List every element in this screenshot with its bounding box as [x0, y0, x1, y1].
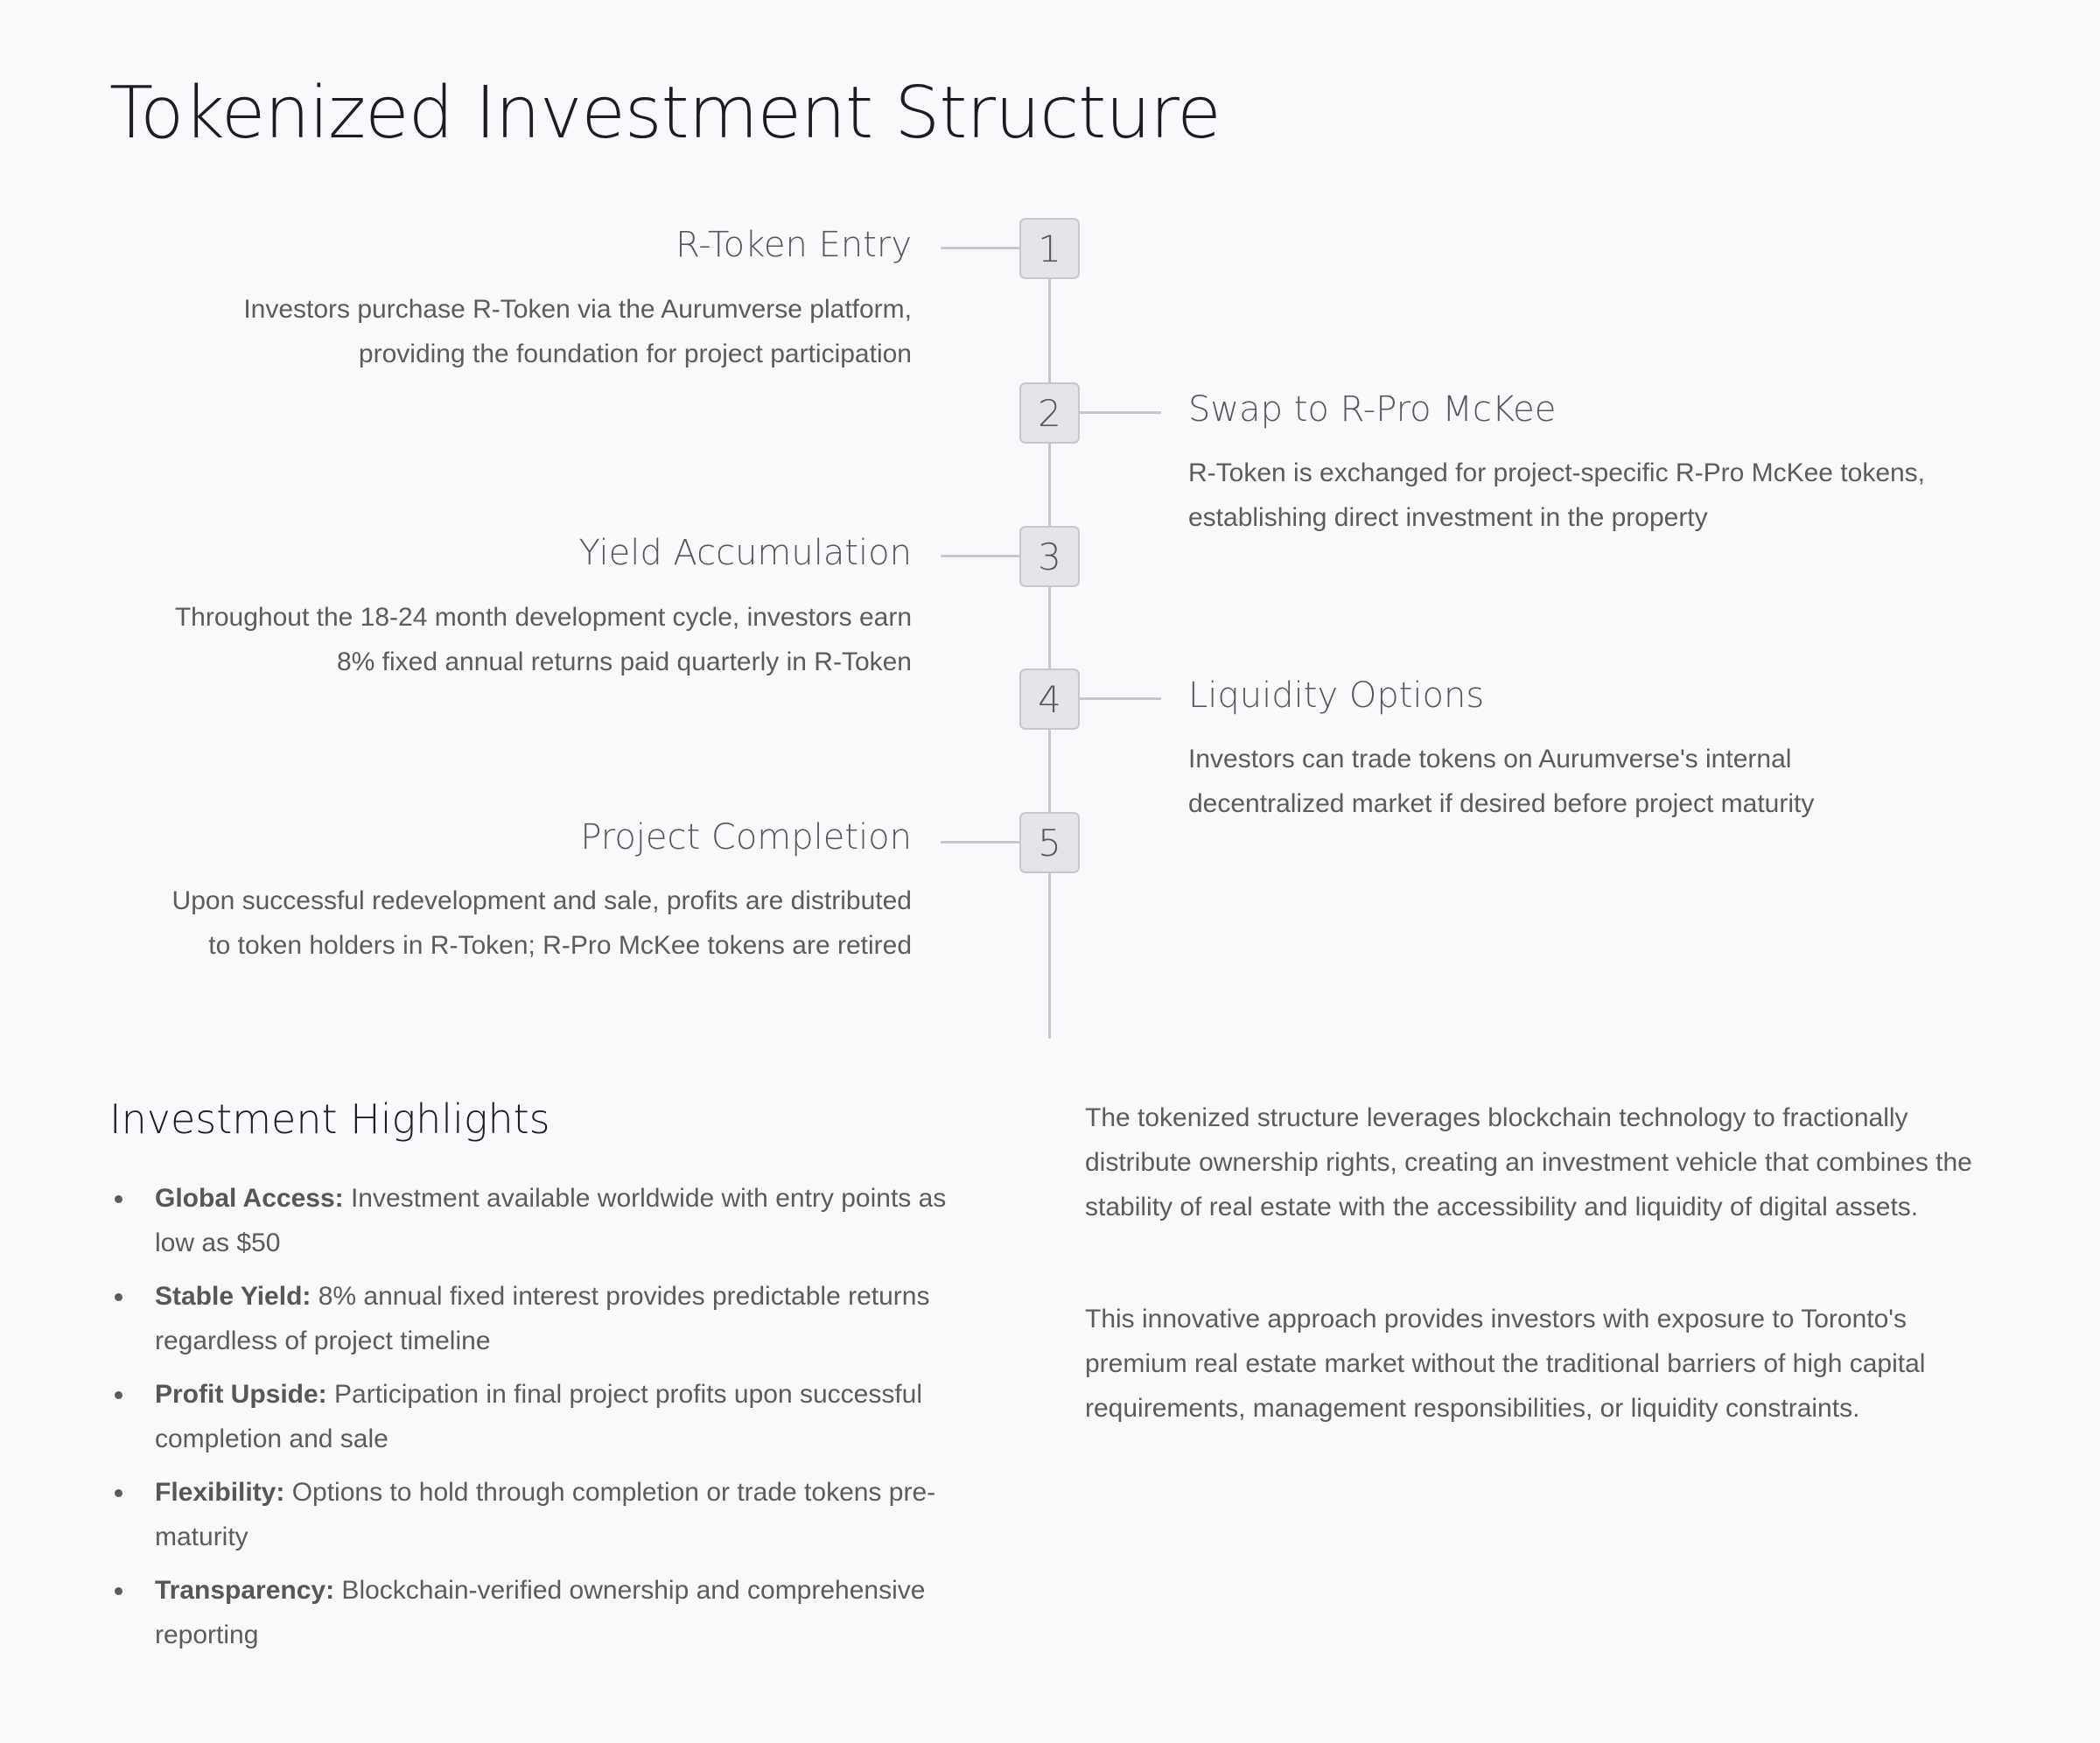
step-3-connector: [941, 555, 1021, 557]
step-1-connector: [941, 247, 1021, 249]
highlight-global-access: [109, 1176, 984, 1265]
step-1-desc-line1: Investors purchase R-Token via the Aurumverse platform,: [243, 295, 912, 324]
step-5-desc-line1: Upon successful redevelopment and sale, profits are distributed: [172, 886, 912, 915]
highlight-text: Blockchain-verified ownership and comprehensive reporting: [155, 1576, 926, 1649]
step-3-title: Yield Accumulation: [578, 533, 912, 573]
step-5-desc-line2: to token holders in R-Token; R-Pro McKee tokens are retired: [208, 931, 912, 960]
step-4-connector: [1078, 697, 1161, 700]
highlight-text: Investment available worldwide with entry points as low as $50: [155, 1184, 947, 1257]
step-2-title: Swap to R-Pro McKee: [1188, 389, 1557, 430]
page-title: Tokenized Investment Structure: [109, 72, 1221, 155]
step-3-number-badge: 3: [1019, 526, 1080, 587]
highlight-flexibility: [109, 1470, 984, 1559]
step-2-desc-line1: R-Token is exchanged for project-specific R-Pro McKee tokens,: [1188, 458, 1926, 487]
highlight-text: Options to hold through completion or trade tokens pre-maturity: [155, 1478, 936, 1551]
step-4-number-badge: 4: [1019, 668, 1080, 730]
timeline-axis: [1048, 219, 1051, 1039]
highlight-label: Flexibility:: [155, 1478, 285, 1507]
step-4-desc-line1: Investors can trade tokens on Aurumverse's internal: [1188, 745, 1792, 774]
step-3-desc-line2: 8% fixed annual returns paid quarterly in R-Token: [336, 648, 912, 676]
highlight-text: 8% annual fixed interest provides predictable returns regardless of project timeline: [155, 1282, 930, 1355]
highlight-label: Transparency:: [155, 1576, 335, 1605]
highlight-transparency: [109, 1568, 984, 1657]
step-3-desc-line1: Throughout the 18-24 month development cycle, investors earn: [174, 603, 912, 632]
step-5-number-badge: 5: [1019, 812, 1080, 873]
step-1-number-badge: 1: [1019, 218, 1080, 279]
highlight-profit-upside: [109, 1372, 984, 1461]
highlight-text: Participation in final project profits upon successful completion and sale: [155, 1380, 923, 1453]
summary-paragraph-2: This innovative approach provides investors with exposure to Toronto's premium real estate market without the traditional barriers of high capital requirements, management responsibilities, or liquidity constraints.: [1085, 1305, 1926, 1423]
highlight-label: Global Access:: [155, 1184, 344, 1213]
step-4-title: Liquidity Options: [1188, 676, 1485, 716]
step-1-desc-line2: providing the foundation for project participation: [358, 340, 912, 368]
step-2-connector: [1078, 411, 1161, 414]
highlights-list: [109, 1176, 984, 1666]
step-5-connector: [941, 841, 1021, 844]
step-5-title: Project Completion: [580, 817, 912, 858]
step-2-number-badge: 2: [1019, 382, 1080, 444]
highlight-label: Stable Yield:: [155, 1282, 312, 1311]
highlight-stable-yield: [109, 1274, 984, 1363]
step-4-desc-line2: decentralized market if desired before project maturity: [1188, 789, 1815, 818]
step-2-desc-line2: establishing direct investment in the property: [1188, 503, 1708, 532]
summary-paragraph-1: The tokenized structure leverages blockchain technology to fractionally distribute ownership rights, creating an investment vehicle that combines the stability of real estate with the accessibility and liquidity of digital assets.: [1085, 1103, 1972, 1222]
highlight-label: Profit Upside:: [155, 1380, 327, 1409]
step-1-title: R-Token Entry: [676, 225, 912, 265]
highlights-title: Investment Highlights: [109, 1096, 550, 1143]
